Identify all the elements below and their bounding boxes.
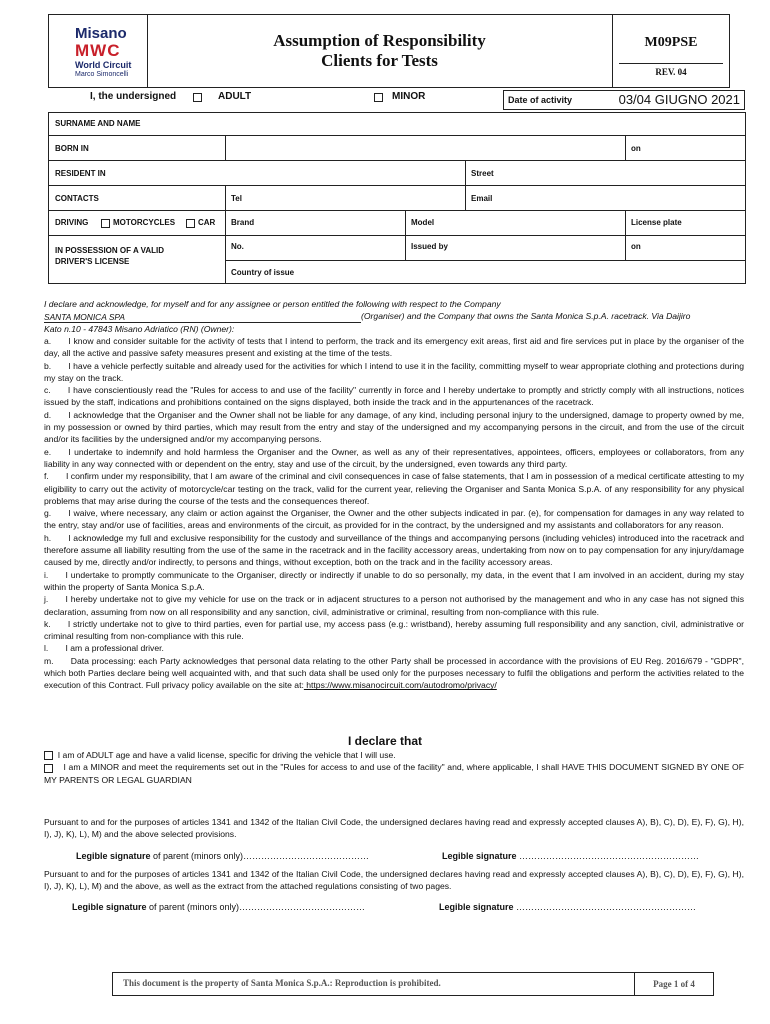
clause-g: g. I waive, where necessary, any claim or action against the Organiser, the Owner and the other subjects indicated in par. (e), for compensation for damages in any way related to the entry, stay and/or use of facilities, areas and environments of the circuit, as provided for in the contract, by the undersigned and my assistants and collaborators for any reason. xyxy=(44,508,744,531)
minor-label: MINOR xyxy=(392,91,426,102)
possession-label-1: IN POSSESSION OF A VALID xyxy=(55,246,165,255)
document-code-box xyxy=(613,15,729,87)
misano-logo xyxy=(49,15,148,87)
issued-by-label: Issued by xyxy=(411,242,448,251)
clause-e: e. I undertake to indemnify and hold harmless the Organiser and the Owner, as well as any of their representatives, appointees, officers, employees or collaborators, from any liability in any way connected with or dependent on the entry, stay and use of the circuit, by the undersigned, even towards any third party. xyxy=(44,446,744,469)
issued-on-label: on xyxy=(631,242,641,251)
license-number-label: No. xyxy=(231,242,244,251)
adult-age-checkbox[interactable] xyxy=(44,751,53,760)
declare-options xyxy=(44,749,744,786)
driving-label: DRIVING xyxy=(55,218,89,227)
clause-l: l. I am a professional driver. xyxy=(44,643,164,654)
privacy-link[interactable]: https://www.misanocircuit.com/autodromo/privacy/ xyxy=(303,680,497,691)
date-of-activity-box[interactable] xyxy=(503,90,745,110)
born-in-label: BORN IN xyxy=(55,144,89,153)
date-label: Date of activity xyxy=(508,95,573,105)
intro-line-1: I declare and acknowledge, for myself and for any assignee or person entitled the following with respect to the Company xyxy=(44,299,501,309)
document-code: M09PSE xyxy=(644,35,698,50)
motorcycles-label: MOTORCYCLES xyxy=(113,218,176,227)
logo-text-1: Misano xyxy=(75,25,127,42)
born-on-label: on xyxy=(631,144,641,153)
brand-label: Brand xyxy=(231,218,255,227)
parent-signature-1-label: Legible signature xyxy=(76,851,151,861)
page-number: Page 1 of 4 xyxy=(634,973,713,995)
revision: REV. 04 xyxy=(655,67,687,77)
clause-a: a. I know and consider suitable for the activity of tests that I intend to perform, the track and its emergency exit areas, first aid and fire services put in place by the organiser of the day, all the active and passive safety measures present and existing at the time of the tests. xyxy=(44,336,744,359)
own-signature-2[interactable] xyxy=(439,902,696,912)
clause-b: b. I have a vehicle perfectly suitable and already used for the activities for which I intend to use it in the facility, committing myself to wear appropriate clothing and protections during my stay on the track. xyxy=(44,360,744,383)
own-signature-1-label: Legible signature xyxy=(442,851,517,861)
own-signature-1[interactable] xyxy=(442,851,699,861)
clause-i: i. I undertake to promptly communicate to the Organiser, directly or indirectly if unable to do so personally, my data, in the event that I am involved in an accident, during my stay within the property of Santa Monica S.p.A. xyxy=(44,569,744,592)
parent-signature-2[interactable] xyxy=(72,902,365,912)
pursuant-2: Pursuant to and for the purposes of articles 1341 and 1342 of the Italian Civil Code, the undersigned declares having read and expressly accepted clauses A), B), C), D), E), F), G), H), I), J), K), L), M) and the above, as well as the extract from the attached regulations consisting of two pages. xyxy=(44,869,744,892)
property-notice: This document is the property of Santa Monica S.p.A.: Reproduction is prohibited. xyxy=(123,978,441,988)
declare-heading: I declare that xyxy=(347,734,423,748)
tel-label: Tel xyxy=(231,194,242,203)
clause-f: f. I confirm under my responsibility, that I am aware of the criminal and civil consequences in case of false statements, that I am in possession of a medical certificate attesting to my eligibility to carry out the activity of motorcycle/car testing on the track, valid for the current year, relieving the Organiser and Santa Monica S.p.A. of any responsibility for any physical problems that may arise during the course of the tests and the consequences thereof. xyxy=(44,471,744,506)
car-label: CAR xyxy=(198,218,216,227)
document-footer xyxy=(112,972,714,996)
minor-age-text: I am a MINOR and meet the requirements set out in the "Rules for access to and use of the facility" and, where applicable, I shall HAVE THIS DOCUMENT SIGNED BY ONE OF MY PARENTS OR LEGAL GUARDIAN xyxy=(44,762,744,785)
minor-checkbox[interactable] xyxy=(374,93,383,102)
email-label: Email xyxy=(471,194,493,203)
adult-age-text: I am of ADULT age and have a valid license, specific for driving the vehicle that I will use. xyxy=(57,750,396,760)
own-signature-1-line: …………………………………………………… xyxy=(516,851,700,861)
parent-signature-1[interactable] xyxy=(76,851,369,861)
code-divider xyxy=(619,63,723,64)
car-checkbox[interactable] xyxy=(186,219,195,228)
declaration-intro xyxy=(44,298,744,335)
clause-m: m. Data processing: each Party acknowledges that personal data relating to the other Party shall be processed in accordance with the provisions of EU Reg. 2016/679 - "GDPR", which both Parties declare being well acquainted with, and that such data shall be used only for the purposes necessary to fulfil the obligations and perform the activities related to the execution of this Contract. Full privacy policy available on the site at: xyxy=(44,655,744,691)
clause-h: h. I acknowledge my full and exclusive responsibility for the custody and surveillance of the things and accompanying persons (including vehicles) introduced into the racetrack and therefore assume all liability resulting from the use of the same in the racetrack and in the facility accessory areas, undertaking from now on to pay compensation for any injury/damage caused by me, directly and/or indirectly, to persons and things, without exception, both on the track and in the facility accessory areas. xyxy=(44,532,744,568)
clause-j: j. I hereby undertake not to give my vehicle for use on the track or in adjacent structures to a person not authorised by the management and who in any case has not signed this declaration, assuming from now on all responsibility and any sanction, civil, administrative or criminal, resulting from non-compliance with this rule. xyxy=(44,594,744,617)
possession-label-2: DRIVER'S LICENSE xyxy=(55,257,130,266)
logo-text-2: MWC xyxy=(75,41,121,60)
document-header xyxy=(48,14,730,88)
intro-line-3: Kato n.10 - 47843 Misano Adriatico (RN) (Owner): xyxy=(44,323,235,334)
parent-signature-1-line: of parent (minors only)…………………………………… xyxy=(150,851,370,861)
date-value: 03/04 GIUGNO 2021 xyxy=(618,92,740,107)
company-field[interactable]: SANTA MONICA SPA xyxy=(44,312,361,323)
contacts-label: CONTACTS xyxy=(55,194,99,203)
street-label: Street xyxy=(471,169,494,178)
parent-signature-2-line: of parent (minors only)…………………………………… xyxy=(146,902,366,912)
model-label: Model xyxy=(411,218,435,227)
resident-in-label: RESIDENT IN xyxy=(55,169,106,178)
own-signature-2-label: Legible signature xyxy=(439,902,514,912)
adult-label: ADULT xyxy=(218,91,252,102)
logo-text-3: World Circuit xyxy=(75,60,132,70)
minor-age-checkbox[interactable] xyxy=(44,764,53,773)
pursuant-1: Pursuant to and for the purposes of articles 1341 and 1342 of the Italian Civil Code, the undersigned declares having read and expressly accepted clauses A), B), C), D), E), F), G), H), I), J), K), L), M) and the above selected provisions. xyxy=(44,817,744,840)
clause-k: k. I strictly undertake not to give to third parties, even for partial use, my access pass (e.g.: wristband), hereby assuming full responsibility and any sanction, civil, administrative or criminal resulting from non-compliance with this rule. xyxy=(44,618,744,642)
clause-c: c. I have conscientiously read the "Rules for access to and use of the facility" currently in force and I hereby undertake to promptly and strictly comply with all instructions, notices issued by the staff, indications and prohibitions contained on the signs displayed, both inside the track and in the appurtenances of the racetrack. xyxy=(44,385,744,408)
surname-label: SURNAME AND NAME xyxy=(55,119,141,128)
own-signature-2-line: …………………………………………………… xyxy=(513,902,697,912)
clauses-list xyxy=(44,335,744,692)
license-plate-label: License plate xyxy=(631,218,682,227)
country-of-issue-label: Country of issue xyxy=(231,268,295,277)
document-title xyxy=(147,15,613,87)
clause-d: d. I acknowledge that the Organiser and the Owner shall not be liable for any damage, of any kind, including personal injury to the undersigned, damage to property owned by me, in my possession or owned by third parties, which may result from the entry and stay of the undersigned and my accompanying persons in the circuit, and from the use of the circuit and/or its facilities by the undersigned and/or my accompanying persons. xyxy=(44,409,744,445)
parent-signature-2-label: Legible signature xyxy=(72,902,147,912)
logo-text-4: Marco Simoncelli xyxy=(75,71,129,78)
intro-line-2: (Organiser) and the Company that owns the Santa Monica S.p.A. racetrack. Via Daijiro xyxy=(361,311,691,322)
adult-checkbox[interactable] xyxy=(193,93,202,102)
personal-data-form xyxy=(48,112,746,284)
title-line-2: Clients for Tests xyxy=(321,51,438,70)
undersigned-label: I, the undersigned xyxy=(90,91,177,102)
motorcycles-checkbox[interactable] xyxy=(101,219,110,228)
title-line-1: Assumption of Responsibility xyxy=(273,31,486,50)
